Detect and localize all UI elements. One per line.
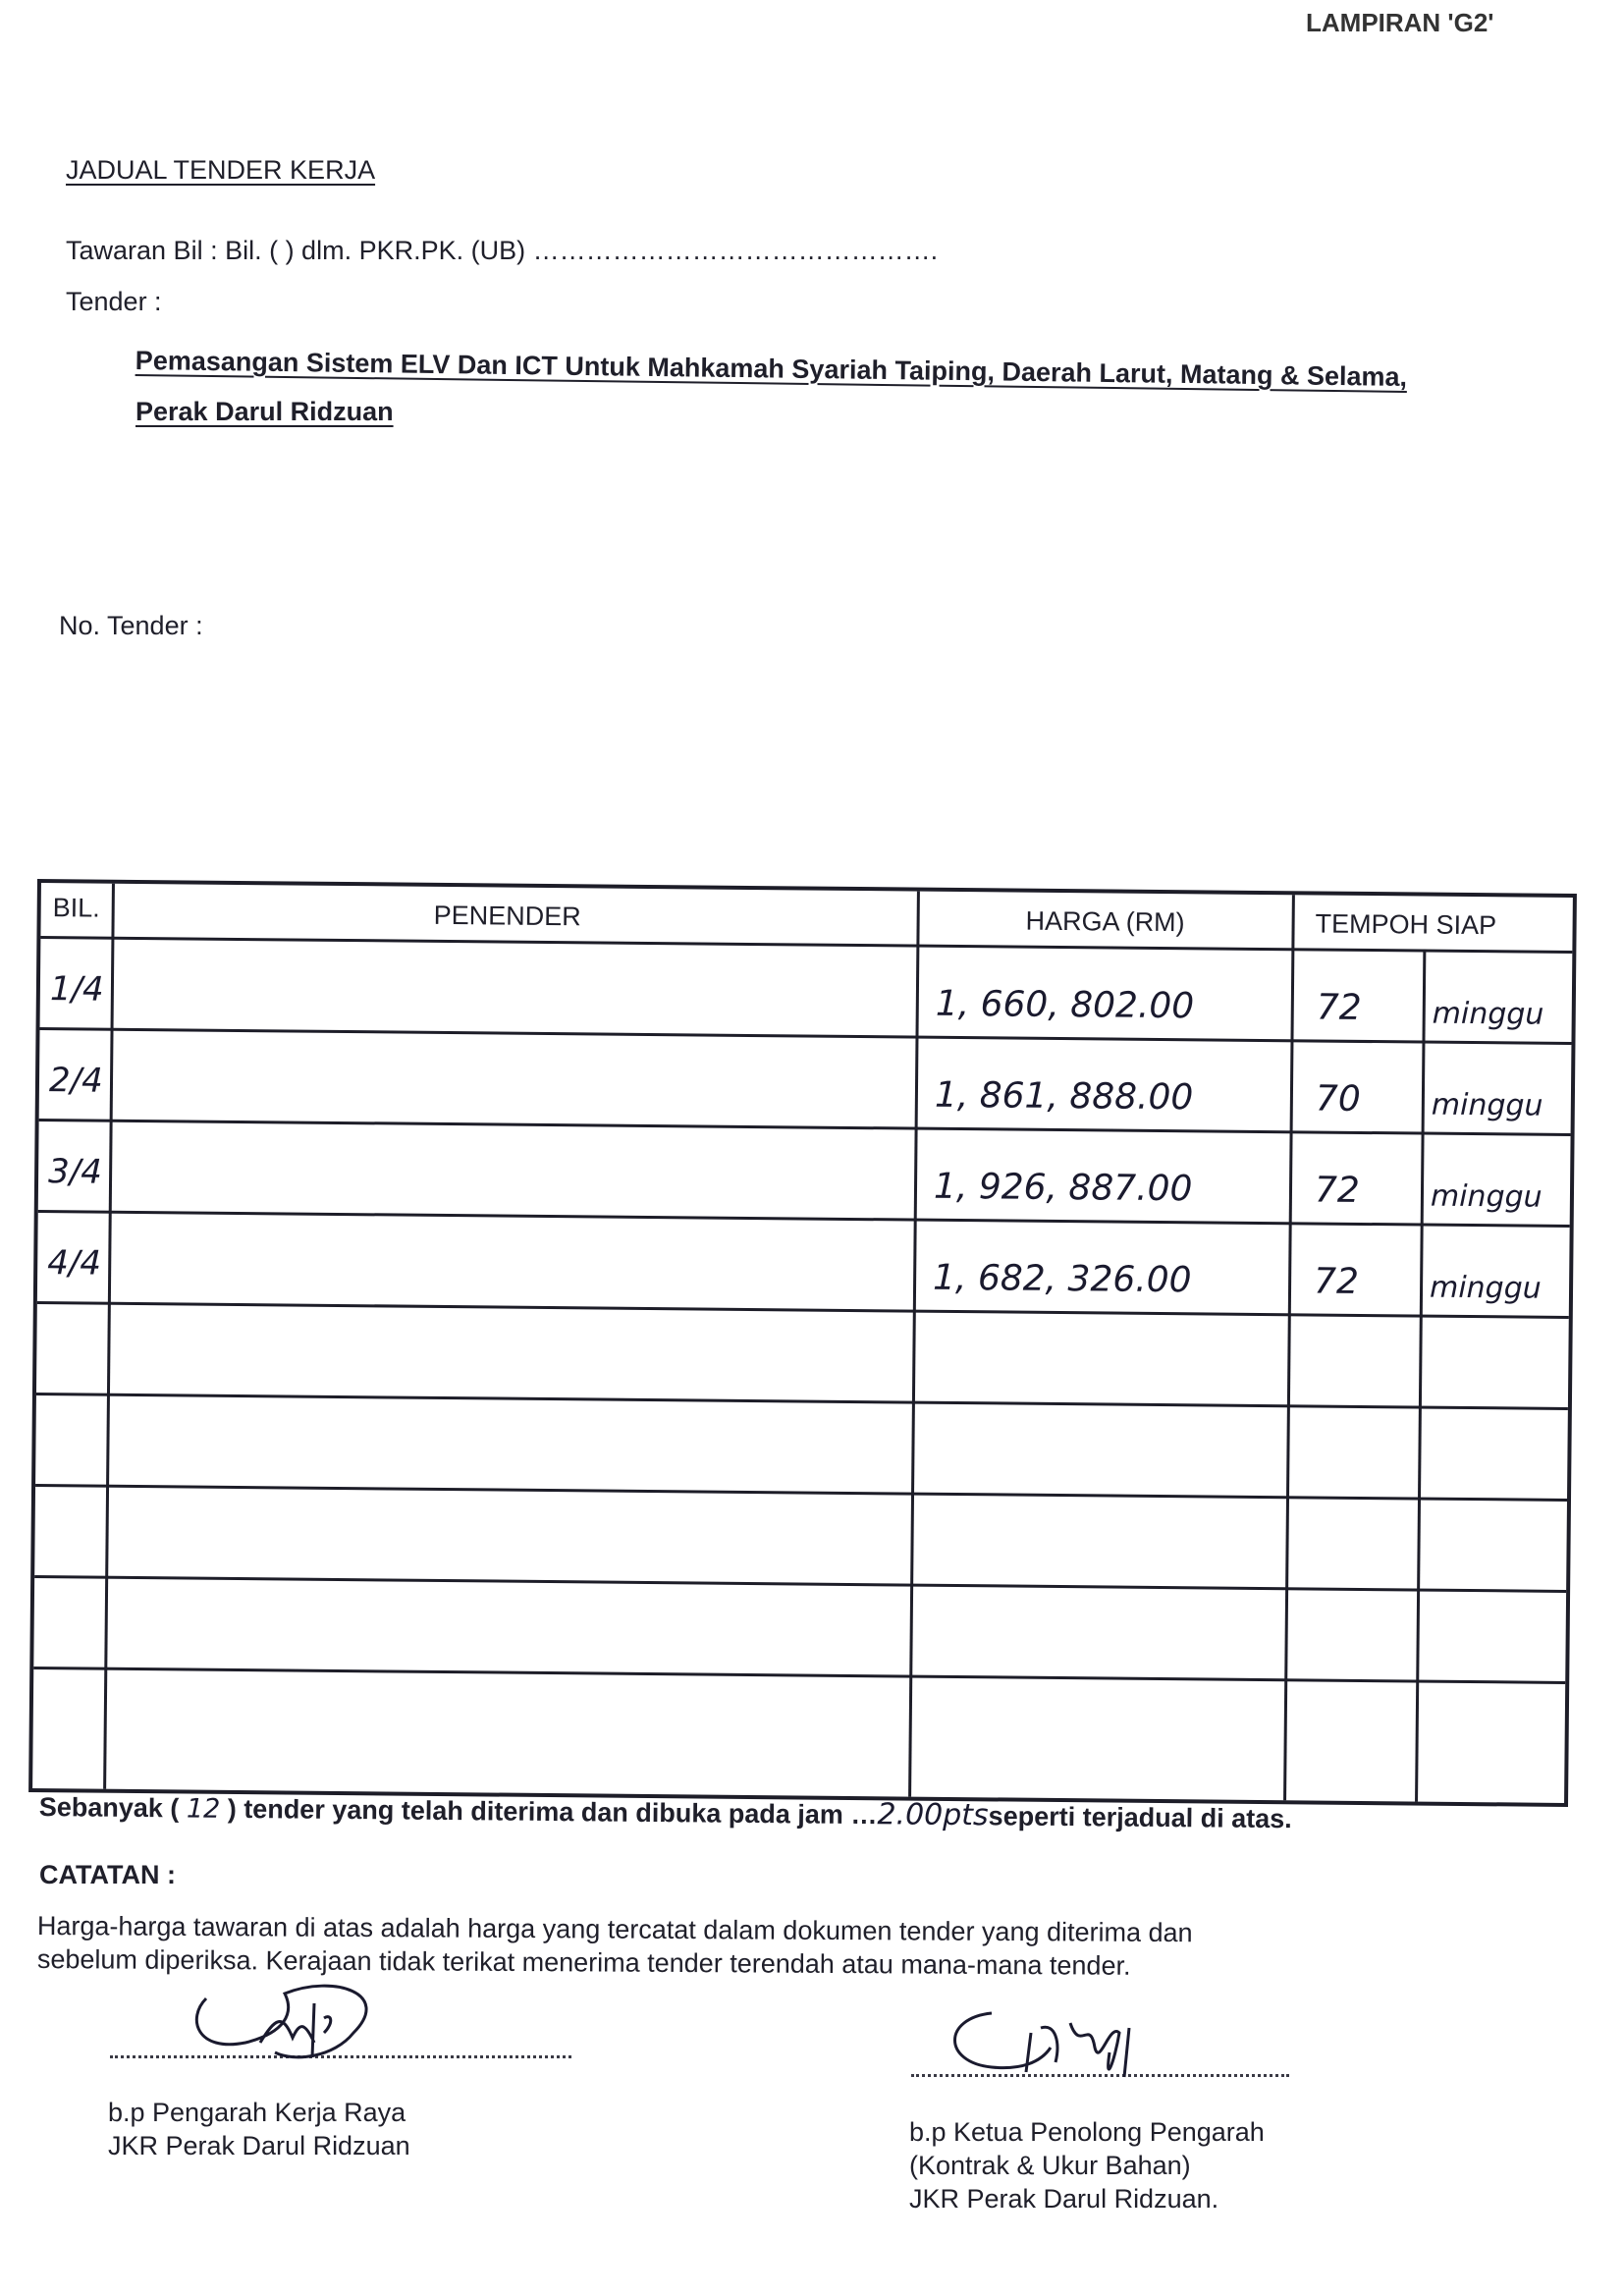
summary-middle: ) tender yang telah diterima dan dibuka pada jam … — [227, 1793, 878, 1831]
header-harga: HARGA (RM) — [1025, 905, 1185, 938]
left-signatory-line1: b.p Pengarah Kerja Raya — [108, 2098, 406, 2127]
header-tempoh-siap: TEMPOH SIAP — [1315, 908, 1497, 941]
table-row — [34, 1484, 1567, 1590]
right-signature-mark — [933, 1994, 1159, 2092]
cell-harga: 1, 926, 887.00 — [933, 1166, 1193, 1210]
right-signatory-line3: JKR Perak Darul Ridzuan. — [909, 2184, 1219, 2214]
header-penender: PENENDER — [433, 900, 581, 932]
cell-unit: minggu — [1430, 1178, 1543, 1215]
catatan-line2: sebelum diperiksa. Kerajaan tidak terikat menerima tender terendah atau mana-mana tender. — [36, 1944, 1131, 1981]
summary-count: 12 — [186, 1793, 221, 1825]
summary-suffix: seperti terjadual di atas. — [988, 1801, 1292, 1834]
cell-bil: 1/4 — [49, 969, 104, 1010]
table-row — [39, 1027, 1572, 1133]
catatan-label: CATATAN : — [39, 1860, 176, 1889]
summary-prefix: Sebanyak ( — [38, 1791, 180, 1824]
tender-table — [28, 879, 1577, 1807]
header-bil: BIL. — [52, 893, 100, 923]
table-row — [33, 1575, 1566, 1681]
table-row — [37, 1210, 1570, 1316]
lampiran-label: LAMPIRAN 'G2' — [1306, 8, 1494, 37]
cell-tempoh: 70 — [1315, 1078, 1361, 1120]
cell-bil: 2/4 — [48, 1061, 103, 1101]
cell-unit: minggu — [1429, 1270, 1542, 1306]
tender-title-line2: Perak Darul Ridzuan — [135, 397, 394, 426]
right-signatory-line2: (Kontrak & Ukur Bahan) — [909, 2151, 1191, 2180]
cell-harga: 1, 682, 326.00 — [932, 1257, 1192, 1301]
summary-time: 2.00pts — [877, 1797, 989, 1833]
left-signature-mark — [167, 1964, 403, 2072]
no-tender-label: No. Tender : — [59, 611, 203, 640]
cell-bil: 4/4 — [47, 1243, 102, 1284]
table-row — [35, 1393, 1568, 1499]
cell-unit: minggu — [1432, 996, 1544, 1032]
table-row — [40, 936, 1573, 1042]
page-title: JADUAL TENDER KERJA — [66, 155, 376, 185]
table-row — [32, 1667, 1565, 1773]
cell-tempoh: 72 — [1313, 1261, 1360, 1302]
catatan-line1: Harga-harga tawaran di atas adalah harga yang tercatat dalam dokumen tender yang diterima dan — [36, 1911, 1193, 1948]
cell-harga: 1, 861, 888.00 — [934, 1074, 1194, 1119]
cell-bil: 3/4 — [47, 1152, 103, 1192]
cell-harga: 1, 660, 802.00 — [935, 983, 1195, 1027]
cell-tempoh: 72 — [1316, 987, 1362, 1028]
cell-unit: minggu — [1431, 1087, 1543, 1123]
cell-tempoh: 72 — [1314, 1170, 1361, 1211]
table-row — [38, 1119, 1571, 1225]
right-signatory-line1: b.p Ketua Penolong Pengarah — [909, 2117, 1265, 2147]
tender-label: Tender : — [66, 287, 162, 316]
tawaran-line: Tawaran Bil : Bil. ( ) dlm. PKR.PK. (UB) ………………………………………. — [66, 236, 939, 265]
table-row — [36, 1301, 1569, 1407]
tender-title-line1: Pemasangan Sistem ELV Dan ICT Untuk Mahkamah Syariah Taiping, Daerah Larut, Matang & Selama, — [135, 346, 1408, 392]
left-signatory-line2: JKR Perak Darul Ridzuan — [108, 2131, 410, 2160]
